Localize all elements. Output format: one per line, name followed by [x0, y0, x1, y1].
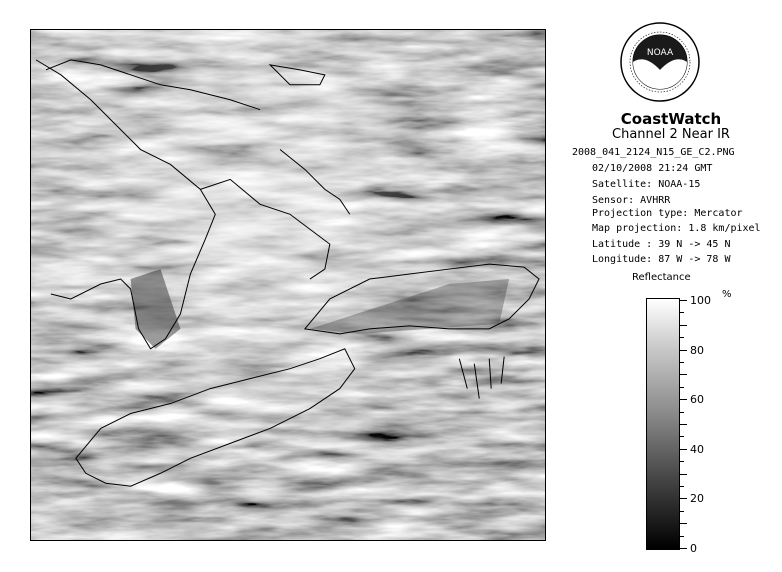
- colorbar-tick-major: [680, 399, 687, 400]
- satellite-image: [30, 29, 546, 541]
- colorbar-tick-minor: [680, 511, 684, 512]
- legend-unit: %: [722, 289, 732, 300]
- colorbar-tick-major: [680, 350, 687, 351]
- colorbar-tick-minor: [680, 362, 684, 363]
- colorbar-tick-minor: [680, 325, 687, 326]
- channel-name: Channel 2 Near IR: [612, 127, 730, 142]
- colorbar-tick-label: 20: [690, 492, 704, 505]
- colorbar-tick-label: 60: [690, 393, 704, 406]
- colorbar-tick-minor: [680, 337, 684, 338]
- latitude-line: Latitude : 39 N -> 45 N: [592, 239, 731, 250]
- colorbar-tick-label: 0: [690, 542, 697, 555]
- colorbar-tick-minor: [680, 536, 684, 537]
- file-name: 2008_041_2124_N15_GE_C2.PNG: [572, 147, 735, 158]
- sensor-line: Sensor: AVHRR: [592, 195, 671, 206]
- colorbar-tick-major: [680, 449, 687, 450]
- product-name: CoastWatch: [620, 110, 722, 128]
- colorbar-tick-major: [680, 498, 687, 499]
- colorbar-tick-minor: [680, 312, 684, 313]
- noaa-logo-text: NOAA: [646, 48, 674, 58]
- map-projection-line: Map projection: 1.8 km/pixel: [592, 223, 761, 234]
- colorbar-tick-minor: [680, 374, 687, 375]
- colorbar-tick-label: 40: [690, 443, 704, 456]
- colorbar-tick-minor: [680, 523, 687, 524]
- colorbar-tick-minor: [680, 436, 684, 437]
- reflectance-colorbar: [646, 298, 680, 550]
- colorbar-tick-major: [680, 300, 687, 301]
- noaa-logo: [620, 22, 700, 102]
- colorbar-tick-major: [680, 548, 687, 549]
- colorbar-tick-minor: [680, 486, 684, 487]
- colorbar-tick-minor: [680, 474, 687, 475]
- colorbar-tick-minor: [680, 387, 684, 388]
- legend-title: Reflectance: [632, 272, 691, 283]
- colorbar-tick-minor: [680, 424, 687, 425]
- colorbar-tick-label: 100: [690, 294, 711, 307]
- projection-type-line: Projection type: Mercator: [592, 208, 743, 219]
- longitude-line: Longitude: 87 W -> 78 W: [592, 254, 731, 265]
- colorbar-tick-minor: [680, 412, 684, 413]
- date-time: 02/10/2008 21:24 GMT: [592, 163, 713, 174]
- colorbar-tick-minor: [680, 461, 684, 462]
- satellite-line: Satellite: NOAA-15: [592, 179, 701, 190]
- colorbar-tick-label: 80: [690, 344, 704, 357]
